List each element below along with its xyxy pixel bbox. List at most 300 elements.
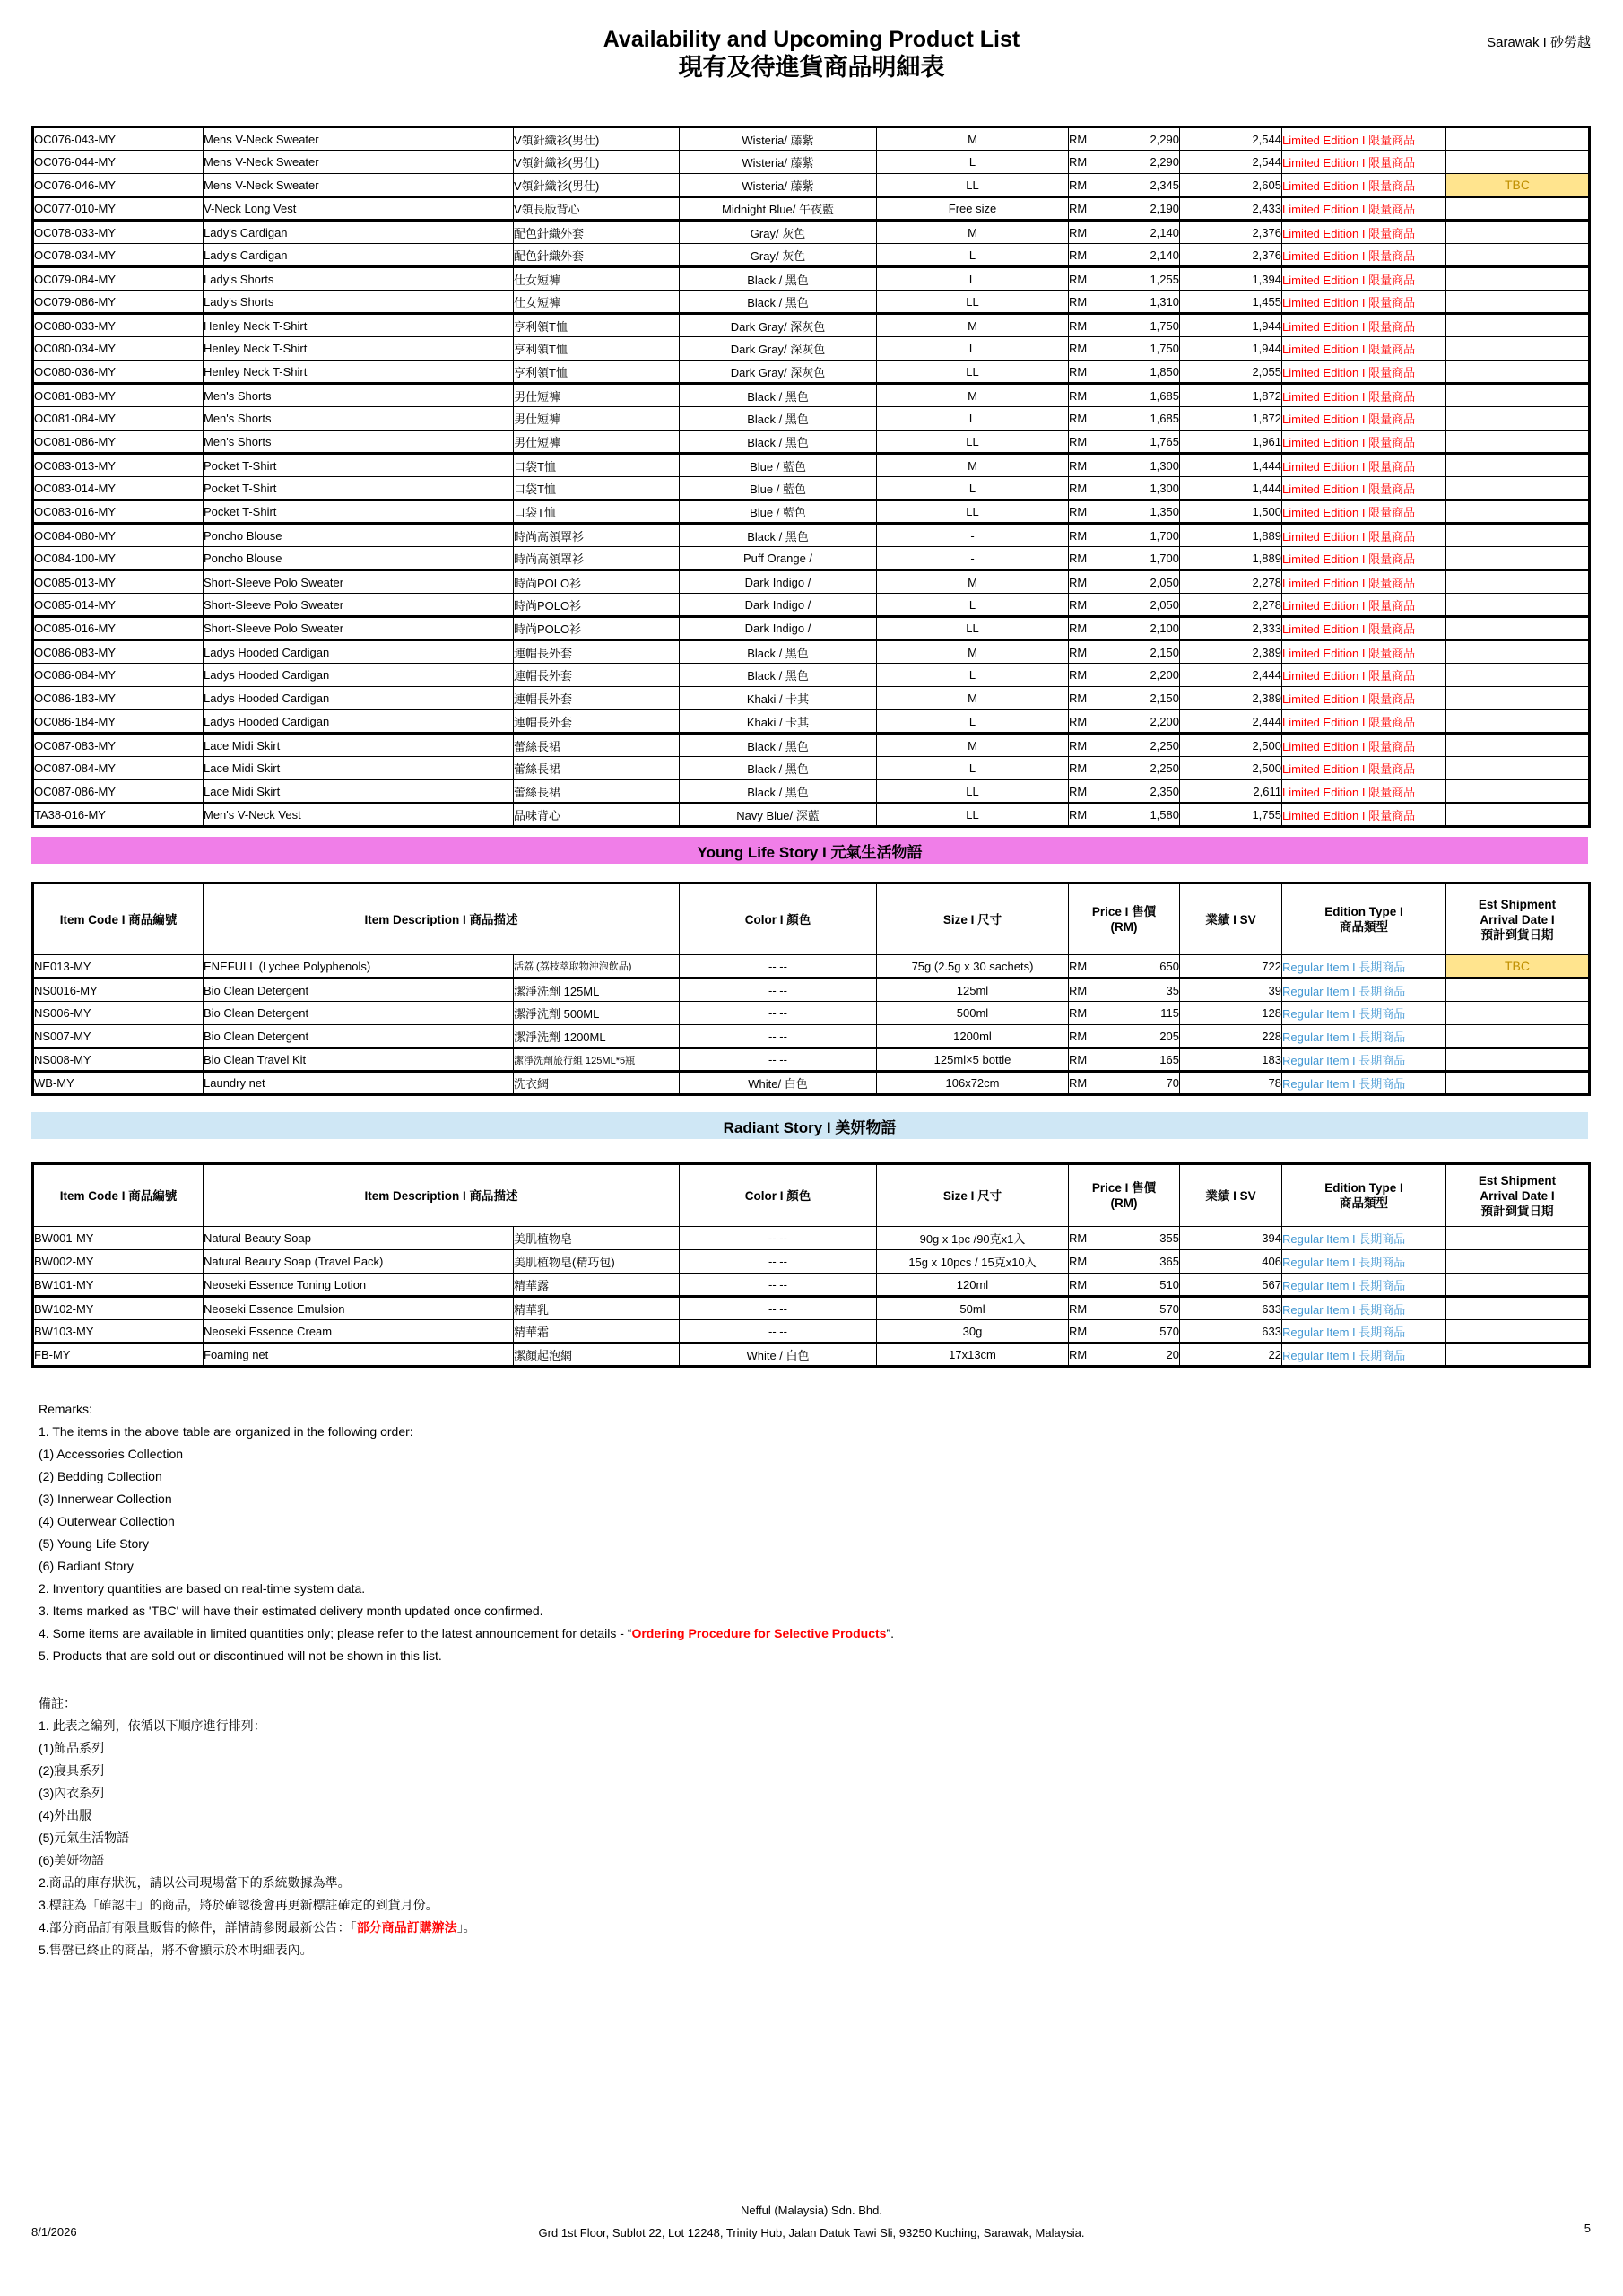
cell-item-code: BW103-MY (33, 1320, 204, 1344)
cell-item-code: NE013-MY (33, 955, 204, 978)
price-wrap (1069, 482, 1179, 495)
price-value: 1,300 (1150, 481, 1179, 495)
cell-item-code: NS007-MY (33, 1025, 204, 1048)
price-value: 355 (1159, 1231, 1179, 1245)
currency-label: RM (1069, 1301, 1088, 1316)
cell-est-arrival-date (1446, 757, 1590, 780)
cell-size: L (877, 757, 1069, 780)
cell-price (1069, 384, 1180, 407)
cell-edition-type: Limited Edition I 限量商品 (1282, 780, 1446, 804)
price-value: 510 (1159, 1277, 1179, 1292)
cell-size: 120ml (877, 1274, 1069, 1297)
cell-description-zh: 精華露 (514, 1274, 680, 1297)
cell-edition-type: Regular Item I 長期商品 (1282, 1025, 1446, 1048)
cell-edition-type: Limited Edition I 限量商品 (1282, 174, 1446, 197)
cell-est-arrival-date (1446, 430, 1590, 454)
cell-color: Black / 黑色 (680, 384, 877, 407)
header-item-description: Item Description I 商品描述 (204, 1164, 680, 1227)
table-row (33, 547, 1590, 570)
cell-edition-type: Limited Edition I 限量商品 (1282, 710, 1446, 734)
table-row (33, 267, 1590, 291)
cell-size: 106x72cm (877, 1072, 1069, 1095)
cell-edition-type: Limited Edition I 限量商品 (1282, 687, 1446, 710)
cell-edition-type: Limited Edition I 限量商品 (1282, 221, 1446, 244)
cell-size: L (877, 594, 1069, 617)
cell-size: L (877, 710, 1069, 734)
price-value: 1,765 (1150, 434, 1179, 448)
cell-price (1069, 1048, 1180, 1072)
remark-line: (4)外出服 (39, 1808, 92, 1822)
cell-sv-value: 633 (1180, 1320, 1282, 1344)
cell-price (1069, 1320, 1180, 1344)
cell-size: LL (877, 174, 1069, 197)
cell-est-arrival-date (1446, 221, 1590, 244)
remark-line: (3) Innerwear Collection (39, 1492, 172, 1506)
table-row (33, 1227, 1590, 1250)
remark-line: 3.標註為「確認中」的商品，將於確認後會再更新標註確定的到貨月份。 (39, 1898, 438, 1912)
cell-price (1069, 454, 1180, 477)
cell-description-zh: 時尚POLO衫 (514, 570, 680, 594)
cell-item-code: OC087-083-MY (33, 734, 204, 757)
cell-sv-value: 22 (1180, 1344, 1282, 1367)
cell-est-arrival-date (1446, 1227, 1590, 1250)
cell-est-arrival-date (1446, 197, 1590, 221)
cell-description-en: Neoseki Essence Toning Lotion (204, 1274, 514, 1297)
cell-price (1069, 594, 1180, 617)
cell-edition-type: Limited Edition I 限量商品 (1282, 664, 1446, 687)
cell-price (1069, 127, 1180, 151)
cell-item-code: NS0016-MY (33, 978, 204, 1002)
table-row (33, 174, 1590, 197)
cell-description-zh: 配色針織外套 (514, 244, 680, 267)
cell-description-en: Lace Midi Skirt (204, 734, 514, 757)
cell-color: -- -- (680, 1227, 877, 1250)
table-row (33, 1344, 1590, 1367)
currency-label: RM (1069, 528, 1088, 543)
table-row (33, 1048, 1590, 1072)
cell-description-zh: 潔淨洗劑旅行組 125ML*5瓶 (514, 1048, 680, 1072)
table-row (33, 617, 1590, 640)
cell-item-code: OC084-080-MY (33, 524, 204, 547)
cell-description-zh: 男仕短褲 (514, 430, 680, 454)
cell-description-zh: 連帽長外套 (514, 710, 680, 734)
remark-text: 4.部分商品訂有限量販售的條件，詳情請參閱最新公告：「 (39, 1920, 357, 1935)
cell-item-code: BW001-MY (33, 1227, 204, 1250)
price-value: 165 (1159, 1053, 1179, 1066)
cell-item-code: OC085-013-MY (33, 570, 204, 594)
cell-price (1069, 757, 1180, 780)
cell-edition-type: Limited Edition I 限量商品 (1282, 547, 1446, 570)
table-row (33, 1320, 1590, 1344)
price-value: 2,290 (1150, 132, 1179, 146)
cell-description-en: Mens V-Neck Sweater (204, 174, 514, 197)
price-value: 570 (1159, 1324, 1179, 1338)
cell-description-en: Ladys Hooded Cardigan (204, 664, 514, 687)
table-row (33, 955, 1590, 978)
table-row (33, 361, 1590, 384)
cell-description-en: Short-Sleeve Polo Sweater (204, 570, 514, 594)
cell-description-en: Ladys Hooded Cardigan (204, 687, 514, 710)
cell-color: Black / 黑色 (680, 524, 877, 547)
cell-price (1069, 337, 1180, 361)
cell-est-arrival-date (1446, 291, 1590, 314)
cell-item-code: OC086-184-MY (33, 710, 204, 734)
cell-color: Dark Indigo / (680, 594, 877, 617)
table-row (33, 221, 1590, 244)
cell-price (1069, 570, 1180, 594)
currency-label: RM (1069, 132, 1088, 146)
table-row (33, 197, 1590, 221)
cell-description-en: Henley Neck T-Shirt (204, 361, 514, 384)
section-banner-young-life: Young Life Story I 元氣生活物語 (31, 837, 1588, 864)
cell-description-en: Lady's Shorts (204, 267, 514, 291)
cell-color: Dark Gray/ 深灰色 (680, 314, 877, 337)
cell-sv-value: 1,872 (1180, 407, 1282, 430)
currency-label: RM (1069, 1348, 1088, 1361)
price-wrap (1069, 459, 1179, 473)
remark-line: 1. The items in the above table are organized in the following order: (39, 1424, 413, 1439)
product-table-young-life (31, 882, 1591, 1096)
cell-sv-value: 1,961 (1180, 430, 1282, 454)
price-value: 2,190 (1150, 202, 1179, 215)
cell-description-zh: 品味背心 (514, 804, 680, 827)
cell-sv-value: 2,500 (1180, 734, 1282, 757)
currency-label: RM (1069, 342, 1088, 355)
cell-edition-type: Regular Item I 長期商品 (1282, 978, 1446, 1002)
cell-sv-value: 2,444 (1180, 664, 1282, 687)
currency-label: RM (1069, 983, 1088, 997)
cell-sv-value: 1,455 (1180, 291, 1282, 314)
table-row (33, 524, 1590, 547)
currency-label: RM (1069, 691, 1088, 705)
cell-sv-value: 722 (1180, 955, 1282, 978)
price-wrap (1069, 646, 1179, 659)
price-value: 2,150 (1150, 691, 1179, 705)
cell-description-zh: 連帽長外套 (514, 640, 680, 664)
cell-est-arrival-date (1446, 1072, 1590, 1095)
cell-size: 50ml (877, 1297, 1069, 1320)
price-value: 2,140 (1150, 248, 1179, 262)
cell-sv-value: 39 (1180, 978, 1282, 1002)
cell-item-code: OC086-084-MY (33, 664, 204, 687)
price-value: 2,050 (1150, 575, 1179, 589)
cell-color: Black / 黑色 (680, 780, 877, 804)
cell-sv-value: 2,389 (1180, 640, 1282, 664)
cell-size: 17x13cm (877, 1344, 1069, 1367)
footer-page-number: 5 (1584, 2222, 1591, 2235)
cell-description-zh: 配色針織外套 (514, 221, 680, 244)
cell-description-zh: 潔顏起泡網 (514, 1344, 680, 1367)
currency-label: RM (1069, 1029, 1088, 1043)
cell-description-en: Bio Clean Detergent (204, 1025, 514, 1048)
price-wrap (1069, 365, 1179, 378)
footer-company-block (0, 2199, 1623, 2244)
cell-item-code: OC079-084-MY (33, 267, 204, 291)
price-wrap (1069, 342, 1179, 355)
cell-edition-type: Limited Edition I 限量商品 (1282, 337, 1446, 361)
cell-price (1069, 1274, 1180, 1297)
price-value: 2,250 (1150, 761, 1179, 775)
header-edition-line1: Edition Type I (1324, 905, 1403, 918)
cell-price (1069, 174, 1180, 197)
cell-edition-type: Regular Item I 長期商品 (1282, 1072, 1446, 1095)
price-value: 1,580 (1150, 808, 1179, 822)
remark-line: 5. Products that are sold out or discontinued will not be shown in this list. (39, 1648, 442, 1663)
price-value: 2,345 (1150, 178, 1179, 192)
price-value: 1,850 (1150, 364, 1179, 378)
cell-description-zh: 時尚POLO衫 (514, 594, 680, 617)
cell-price (1069, 291, 1180, 314)
remark-line: 5.售罄已終止的商品，將不會顯示於本明細表內。 (39, 1943, 313, 1957)
cell-est-arrival-date (1446, 547, 1590, 570)
table-row (33, 151, 1590, 174)
cell-price (1069, 664, 1180, 687)
cell-color: Wisteria/ 藤紫 (680, 127, 877, 151)
cell-size: 30g (877, 1320, 1069, 1344)
header-sv: 業績 I SV (1180, 883, 1282, 955)
cell-size: M (877, 221, 1069, 244)
currency-label: RM (1069, 225, 1088, 239)
cell-description-en: Bio Clean Detergent (204, 1002, 514, 1025)
currency-label: RM (1069, 575, 1088, 589)
remark-highlight-text: 部分商品訂購辦法 (356, 1920, 457, 1935)
cell-size: 90g x 1pc /90克x1入 (877, 1227, 1069, 1250)
cell-description-en: Mens V-Neck Sweater (204, 151, 514, 174)
currency-label: RM (1069, 1277, 1088, 1292)
cell-item-code: OC087-084-MY (33, 757, 204, 780)
cell-description-en: Mens V-Neck Sweater (204, 127, 514, 151)
cell-est-arrival-date (1446, 594, 1590, 617)
cell-sv-value: 2,500 (1180, 757, 1282, 780)
currency-label: RM (1069, 597, 1088, 612)
currency-label: RM (1069, 761, 1088, 775)
cell-edition-type: Regular Item I 長期商品 (1282, 1320, 1446, 1344)
cell-description-en: Foaming net (204, 1344, 514, 1367)
cell-edition-type: Limited Edition I 限量商品 (1282, 291, 1446, 314)
price-wrap (1069, 598, 1179, 612)
cell-sv-value: 2,376 (1180, 244, 1282, 267)
price-value: 115 (1160, 1006, 1179, 1020)
cell-sv-value: 1,755 (1180, 804, 1282, 827)
cell-color: Black / 黑色 (680, 267, 877, 291)
cell-color: -- -- (680, 1025, 877, 1048)
cell-description-zh: 蕾絲長裙 (514, 757, 680, 780)
cell-color: White / 白色 (680, 1344, 877, 1367)
header-price-line2: (RM) (1110, 920, 1138, 934)
cell-item-code: BW002-MY (33, 1250, 204, 1274)
cell-sv-value: 394 (1180, 1227, 1282, 1250)
price-value: 1,685 (1150, 412, 1179, 425)
cell-price (1069, 687, 1180, 710)
cell-price (1069, 1025, 1180, 1048)
header-est-line3: 預計到貨日期 (1480, 927, 1554, 942)
cell-item-code: NS006-MY (33, 1002, 204, 1025)
cell-price (1069, 640, 1180, 664)
cell-est-arrival-date: TBC (1446, 174, 1590, 197)
cell-est-arrival-date (1446, 337, 1590, 361)
remark-line: (1)飾品系列 (39, 1741, 105, 1755)
cell-est-arrival-date (1446, 1344, 1590, 1367)
cell-edition-type: Limited Edition I 限量商品 (1282, 734, 1446, 757)
price-wrap (1069, 1231, 1179, 1245)
cell-description-zh: 美肌植物皂(精巧包) (514, 1250, 680, 1274)
cell-sv-value: 2,544 (1180, 151, 1282, 174)
page-title: Availability and Upcoming Product List (603, 27, 1020, 52)
cell-est-arrival-date (1446, 127, 1590, 151)
cell-item-code: OC086-083-MY (33, 640, 204, 664)
cell-price (1069, 955, 1180, 978)
cell-description-zh: 蕾絲長裙 (514, 780, 680, 804)
header-edition-line2: 商品類型 (1340, 1196, 1388, 1210)
header-edition-type (1282, 1164, 1446, 1227)
cell-est-arrival-date (1446, 267, 1590, 291)
cell-est-arrival-date (1446, 640, 1590, 664)
header-est-shipment (1446, 1164, 1590, 1227)
cell-item-code: BW102-MY (33, 1297, 204, 1320)
cell-description-en: V-Neck Long Vest (204, 197, 514, 221)
cell-est-arrival-date: TBC (1446, 955, 1590, 978)
cell-description-zh: 口袋T恤 (514, 477, 680, 500)
price-wrap (1069, 984, 1179, 997)
cell-price (1069, 151, 1180, 174)
remark-line: (6) Radiant Story (39, 1559, 134, 1573)
price-wrap (1069, 412, 1179, 425)
cell-size: LL (877, 291, 1069, 314)
cell-description-zh: 男仕短褲 (514, 407, 680, 430)
cell-edition-type: Limited Edition I 限量商品 (1282, 361, 1446, 384)
header-est-line1: Est Shipment (1478, 1173, 1557, 1187)
currency-label: RM (1069, 272, 1088, 286)
header-price (1069, 1164, 1180, 1227)
cell-color: Dark Gray/ 深灰色 (680, 361, 877, 384)
price-wrap (1069, 1053, 1179, 1066)
cell-edition-type: Limited Edition I 限量商品 (1282, 524, 1446, 547)
cell-sv-value: 2,333 (1180, 617, 1282, 640)
currency-label: RM (1069, 434, 1088, 448)
currency-label: RM (1069, 808, 1088, 822)
price-wrap (1069, 1302, 1179, 1316)
cell-price (1069, 1072, 1180, 1095)
cell-description-zh: V領長版背心 (514, 197, 680, 221)
cell-sv-value: 2,376 (1180, 221, 1282, 244)
cell-sv-value: 1,444 (1180, 477, 1282, 500)
cell-price (1069, 1227, 1180, 1250)
cell-color: Dark Gray/ 深灰色 (680, 337, 877, 361)
price-wrap (1069, 576, 1179, 589)
cell-price (1069, 407, 1180, 430)
cell-price (1069, 1297, 1180, 1320)
cell-size: M (877, 454, 1069, 477)
cell-size: LL (877, 430, 1069, 454)
price-wrap (1069, 155, 1179, 169)
cell-sv-value: 128 (1180, 1002, 1282, 1025)
cell-est-arrival-date (1446, 734, 1590, 757)
header-price (1069, 883, 1180, 955)
cell-description-en: Bio Clean Detergent (204, 978, 514, 1002)
cell-description-zh: 口袋T恤 (514, 454, 680, 477)
cell-item-code: OC081-084-MY (33, 407, 204, 430)
price-value: 1,255 (1150, 272, 1179, 286)
cell-item-code: OC080-033-MY (33, 314, 204, 337)
cell-description-en: Lady's Shorts (204, 291, 514, 314)
cell-description-zh: 時尚POLO衫 (514, 617, 680, 640)
cell-sv-value: 567 (1180, 1274, 1282, 1297)
cell-color: -- -- (680, 955, 877, 978)
remark-line: (3)內衣系列 (39, 1786, 105, 1800)
cell-color: Gray/ 灰色 (680, 221, 877, 244)
price-wrap (1069, 319, 1179, 333)
price-value: 2,200 (1150, 668, 1179, 682)
header-est-shipment (1446, 883, 1590, 955)
cell-description-en: Men's V-Neck Vest (204, 804, 514, 827)
header-est-line3: 預計到貨日期 (1480, 1204, 1554, 1218)
cell-price (1069, 361, 1180, 384)
cell-edition-type: Limited Edition I 限量商品 (1282, 151, 1446, 174)
cell-color: Dark Indigo / (680, 570, 877, 594)
cell-est-arrival-date (1446, 804, 1590, 827)
cell-item-code: OC080-036-MY (33, 361, 204, 384)
cell-description-zh: V領針織衫(男仕) (514, 174, 680, 197)
cell-size: LL (877, 361, 1069, 384)
cell-price (1069, 1002, 1180, 1025)
currency-label: RM (1069, 784, 1088, 798)
cell-description-zh: 洗衣網 (514, 1072, 680, 1095)
cell-color: Wisteria/ 藤紫 (680, 174, 877, 197)
cell-edition-type: Limited Edition I 限量商品 (1282, 804, 1446, 827)
cell-color: Gray/ 灰色 (680, 244, 877, 267)
cell-color: Blue / 藍色 (680, 500, 877, 524)
cell-sv-value: 2,278 (1180, 594, 1282, 617)
price-wrap (1069, 435, 1179, 448)
cell-sv-value: 2,605 (1180, 174, 1282, 197)
table-row (33, 1002, 1590, 1025)
cell-description-zh: 潔淨洗劑 500ML (514, 1002, 680, 1025)
cell-color: -- -- (680, 1002, 877, 1025)
cell-color: Black / 黑色 (680, 430, 877, 454)
price-wrap (1069, 178, 1179, 192)
remark-line: 2.商品的庫存狀況，請以公司現場當下的系統數據為準。 (39, 1875, 351, 1890)
cell-edition-type: Regular Item I 長期商品 (1282, 1274, 1446, 1297)
cell-est-arrival-date (1446, 361, 1590, 384)
cell-size: M (877, 314, 1069, 337)
remark-line (39, 1917, 1623, 1939)
table-row (33, 407, 1590, 430)
table-row (33, 687, 1590, 710)
cell-description-en: Pocket T-Shirt (204, 454, 514, 477)
cell-item-code: OC085-016-MY (33, 617, 204, 640)
price-value: 2,250 (1150, 738, 1179, 752)
cell-color: Khaki / 卡其 (680, 710, 877, 734)
remark-line: 1. 此表之編列，依循以下順序進行排列： (39, 1718, 266, 1733)
cell-est-arrival-date (1446, 244, 1590, 267)
currency-label: RM (1069, 738, 1088, 752)
cell-description-en: Lady's Cardigan (204, 221, 514, 244)
cell-price (1069, 500, 1180, 524)
header-edition-type (1282, 883, 1446, 955)
cell-sv-value: 2,433 (1180, 197, 1282, 221)
price-wrap (1069, 1348, 1179, 1361)
cell-size: 500ml (877, 1002, 1069, 1025)
cell-color: -- -- (680, 1320, 877, 1344)
cell-edition-type: Regular Item I 長期商品 (1282, 1048, 1446, 1072)
cell-size: L (877, 337, 1069, 361)
price-wrap (1069, 295, 1179, 309)
cell-edition-type: Limited Edition I 限量商品 (1282, 407, 1446, 430)
cell-item-code: OC078-034-MY (33, 244, 204, 267)
header-color: Color I 顏色 (680, 883, 877, 955)
price-wrap (1069, 808, 1179, 822)
price-wrap (1069, 622, 1179, 635)
